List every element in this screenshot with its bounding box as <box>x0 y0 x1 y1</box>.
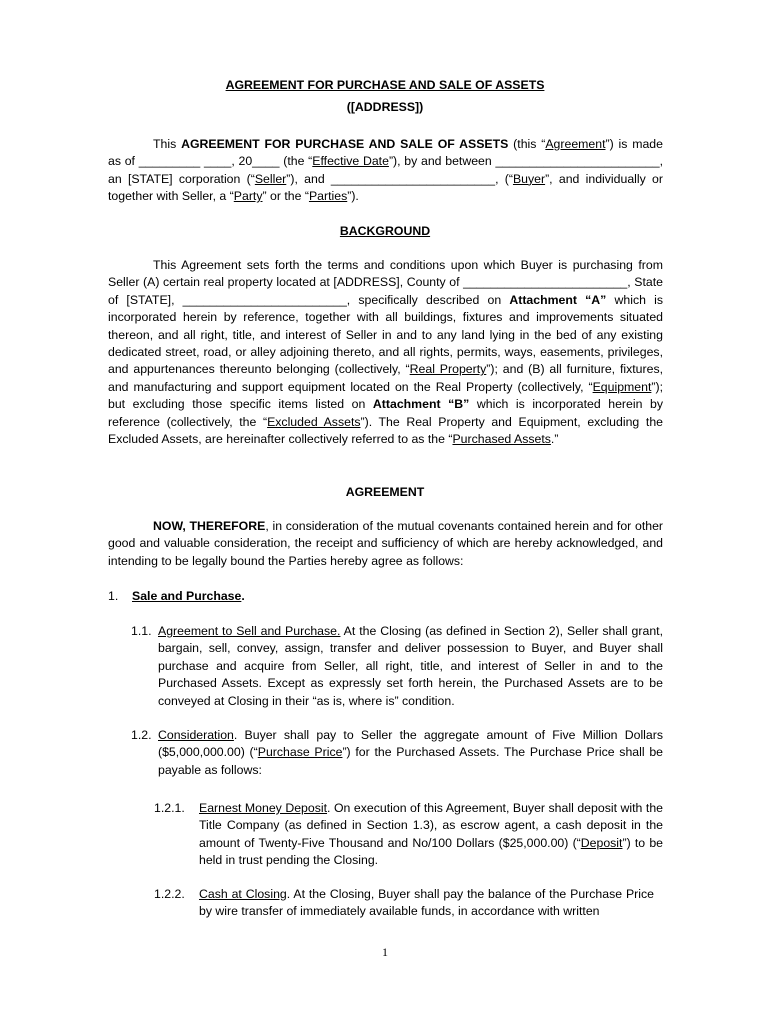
section-1-1-text: Agreement to Sell and Purchase. At the Closing (as defined in Section 2), Seller shall grant, bargain, sell, convey, assign, transfer and deliver possession to Buyer, and Buyer shall purchase and acquire from Seller, all right, title, and interest of Seller in and to the Purchased Assets. Except as expressly set forth herein, the Purchased Assets are to be conveyed at Closing in their “as is, where is” condition. <box>158 624 663 708</box>
background-heading: BACKGROUND <box>339 224 431 238</box>
intro-paragraph: This AGREEMENT FOR PURCHASE AND SALE OF ASSETS (this “Agreement”) is made as of _________ ____, 20____ (the “Effective Date”), by and between ________________________, an [STATE] corporation (“Seller”), and ________________________, (“Buyer”, and individually or together with Seller, a “Party” or the “Parties”). <box>108 137 664 204</box>
document-subtitle: ([ADDRESS]) <box>346 100 424 114</box>
background-paragraph: This Agreement sets forth the terms and conditions upon which Buyer is purchasing from Seller (A) certain real property located at [ADDRESS], County of ________________________, State of [STATE], ________________________, specifically described on Attachment “A” which is incorporated herein by reference, together with all buildings, fixtures and improvements situated thereon, and all right, title, and interest of Seller in and to any land lying in the bed of any existing dedicated street, road, or alley adjoining thereto, and all rights, permits, ways, easements, privileges, and appurtenances thereunto belonging (collectively, “Real Property”); and (B) all furniture, fixtures, and manufacturing and support equipment located on the Real Property (collectively, “Equipment”); but excluding those specific items listed on Attachment “B” which is incorporated herein by reference (collectively, the “Excluded Assets”). The Real Property and Equipment, excluding the Excluded Assets, are hereinafter collectively referred to as the “Purchased Assets.” <box>108 258 664 447</box>
section-1-number: 1. <box>108 589 119 603</box>
page-number: 1 <box>382 945 388 959</box>
section-1-2-text: Consideration. Buyer shall pay to Seller the aggregate amount of Five Million Dollars ($5,000,000.00) (“Purchase Price”) for the Purchased Assets. The Purchase Price shall be payable as follows: <box>158 728 663 777</box>
section-1-heading: Sale and Purchase. <box>132 589 245 603</box>
section-1-2-2-text: Cash at Closing. At the Closing, Buyer shall pay the balance of the Purchase Price by wire transfer of immediately available funds, in accordance with written <box>199 887 654 919</box>
section-1-2-number: 1.2. <box>131 728 152 742</box>
section-1-2-1-number: 1.2.1. <box>154 801 185 815</box>
section-1-2-1-text: Earnest Money Deposit. On execution of this Agreement, Buyer shall deposit with the Title Company (as defined in Section 1.3), as escrow agent, a cash deposit in the amount of Twenty-Five Thousand and No/100 Dollars ($25,000.00) (“Deposit”) to be held in trust pending the Closing. <box>199 801 663 868</box>
agreement-heading: AGREEMENT <box>345 485 425 499</box>
section-1-2-2-number: 1.2.2. <box>154 887 185 901</box>
document-title: AGREEMENT FOR PURCHASE AND SALE OF ASSETS <box>225 78 545 92</box>
now-therefore-paragraph: NOW, THEREFORE, in consideration of the mutual covenants contained herein and for other good and valuable consideration, the receipt and sufficiency of which are hereby acknowledged, and intending to be legally bound the Parties hereby agree as follows: <box>108 519 664 568</box>
section-1-1-number: 1.1. <box>131 624 152 638</box>
